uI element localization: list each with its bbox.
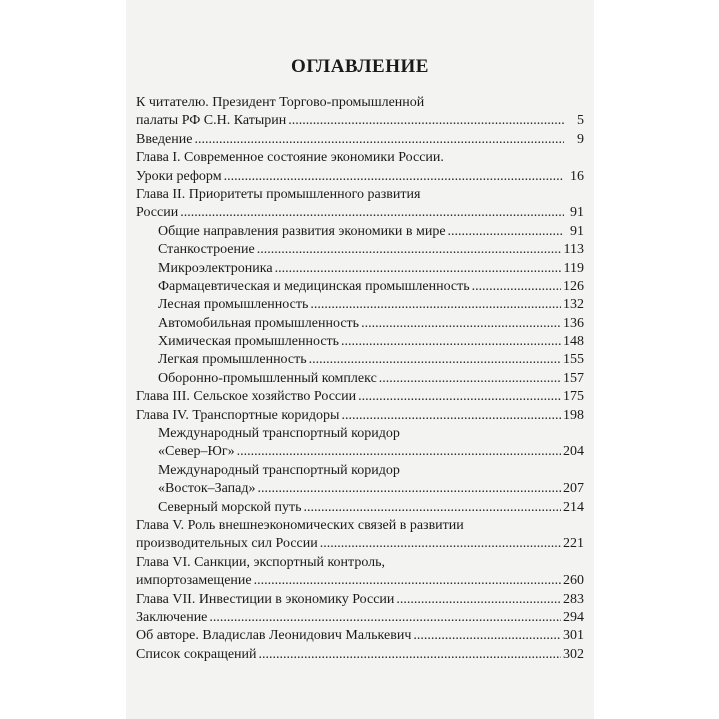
toc-entry-text: Об авторе. Владислав Леонидович Малькевич: [136, 628, 412, 644]
toc-page-number: 157: [563, 370, 584, 386]
toc-entry-text: «Восток–Запад»: [158, 481, 256, 497]
toc-entry-text: Международный транспортный коридор: [158, 462, 400, 478]
toc-entry: [136, 168, 584, 186]
toc-entry-text: Оборонно-промышленный комплекс: [158, 370, 377, 386]
toc-subentry: [136, 333, 584, 351]
toc-entry-text: палаты РФ С.Н. Катырин: [136, 113, 287, 129]
toc-page-number: 9: [577, 131, 584, 147]
toc-entry: [136, 609, 584, 627]
toc-entry-text: Легкая промышленность: [158, 352, 307, 368]
toc-entry-text: Микроэлектроника: [158, 260, 273, 276]
toc-page-number: 175: [563, 389, 584, 405]
toc-entry-text: Глава III. Сельское хозяйство России: [136, 389, 357, 405]
toc-page-number: 91: [570, 223, 584, 239]
toc-page-number: 155: [563, 352, 584, 368]
toc-page-number: 136: [563, 315, 584, 331]
leader-dots: [224, 168, 564, 186]
toc-subentry: [136, 370, 584, 388]
leader-dots: [413, 627, 561, 645]
leader-dots: [254, 572, 561, 590]
leader-dots: [259, 646, 561, 664]
toc-entry-text: К читателю. Президент Торгово-промышленной: [136, 95, 425, 110]
leader-dots: [209, 609, 561, 627]
table-of-contents: [136, 94, 584, 664]
leader-dots: [396, 591, 561, 609]
leader-dots: [472, 278, 561, 296]
leader-dots: [361, 315, 561, 333]
toc-subentry: [136, 315, 584, 333]
leader-dots: [194, 131, 564, 149]
toc-page-number: 207: [563, 481, 584, 497]
toc-entry: [136, 149, 584, 167]
toc-page-number: 198: [563, 407, 584, 423]
toc-entry-text: «Север–Юг»: [158, 444, 235, 460]
toc-entry-text: Международный транспортный коридор: [158, 426, 400, 442]
toc-subentry: [136, 480, 584, 498]
toc-entry: [136, 517, 584, 535]
toc-entry-text: производительных сил России: [136, 536, 318, 552]
toc-entry-text: Глава II. Приоритеты промышленного развития: [136, 186, 421, 202]
toc-page-number: 260: [563, 573, 584, 589]
toc-page-number: 119: [563, 260, 584, 276]
leader-dots: [358, 388, 561, 406]
leader-dots: [180, 204, 564, 222]
toc-subentry: [136, 462, 584, 480]
toc-subentry: [136, 260, 584, 278]
leader-dots: [309, 351, 561, 369]
toc-entry: [136, 131, 584, 149]
toc-page-number: 126: [563, 278, 584, 294]
toc-entry: [136, 204, 584, 222]
leader-dots: [275, 260, 562, 278]
leader-dots: [237, 443, 561, 461]
toc-entry-text: Химическая промышленность: [158, 334, 340, 350]
toc-page-number: 301: [563, 628, 584, 644]
toc-page-number: 221: [563, 536, 584, 552]
toc-entry: [136, 535, 584, 553]
toc-subentry: [136, 351, 584, 369]
page-title: ОГЛАВЛЕНИЕ: [291, 56, 429, 77]
toc-page-number: 16: [570, 168, 584, 184]
leader-dots: [310, 296, 561, 314]
leader-dots: [288, 112, 564, 130]
toc-page-number: 113: [563, 242, 584, 258]
toc-subentry: [136, 241, 584, 259]
toc-entry-text: Станкостроение: [158, 242, 255, 258]
toc-entry: [136, 554, 584, 572]
toc-entry-text: Глава IV. Транспортные коридоры: [136, 407, 340, 423]
toc-subentry: [136, 223, 584, 241]
toc-entry-text: Глава VII. Инвестиции в экономику России: [136, 591, 395, 607]
leader-dots: [304, 499, 561, 517]
toc-page-number: 294: [563, 609, 584, 625]
toc-entry-text: Глава I. Современное состояние экономики России.: [136, 150, 444, 166]
toc-entry: [136, 646, 584, 664]
leader-dots: [320, 535, 561, 553]
leader-dots: [341, 407, 561, 425]
toc-page-number: 148: [563, 334, 584, 350]
toc-entry: [136, 407, 584, 425]
toc-page-number: 204: [563, 444, 584, 460]
toc-page-number: 132: [563, 297, 584, 313]
toc-entry-text: Глава V. Роль внешнеэкономических связей в развитии: [136, 517, 464, 533]
toc-entry-text: Фармацевтическая и медицинская промышленность: [158, 278, 470, 294]
toc-entry: [136, 186, 584, 204]
leader-dots: [341, 333, 561, 351]
toc-subentry: [136, 443, 584, 461]
toc-entry-text: Глава VI. Санкции, экспортный контроль,: [136, 554, 386, 570]
toc-page-number: 283: [563, 591, 584, 607]
toc-entry-text: импортозамещение: [136, 573, 252, 589]
toc-page-number: 302: [563, 646, 584, 662]
toc-entry-text: Северный морской путь: [158, 499, 302, 515]
toc-entry: [136, 112, 584, 130]
toc-entry-text: Введение: [136, 131, 193, 147]
toc-page-number: 5: [577, 113, 584, 129]
toc-entry: [136, 627, 584, 645]
leader-dots: [448, 223, 564, 241]
toc-page-number: 91: [570, 205, 584, 221]
toc-entry-text: России: [136, 205, 179, 221]
toc-entry: [136, 572, 584, 590]
toc-entry-text: Заключение: [136, 609, 208, 625]
toc-entry-text: Лесная промышленность: [158, 297, 309, 313]
toc-entry: [136, 591, 584, 609]
leader-dots: [257, 241, 562, 259]
book-page: [126, 0, 594, 719]
toc-subentry: [136, 278, 584, 296]
leader-dots: [379, 370, 561, 388]
toc-entry: [136, 388, 584, 406]
leader-dots: [258, 480, 561, 498]
toc-page-number: 214: [563, 499, 584, 515]
toc-entry-text: Список сокращений: [136, 646, 257, 662]
toc-subentry: [136, 425, 584, 443]
toc-entry-text: Автомобильная промышленность: [158, 315, 360, 331]
toc-entry: [136, 94, 584, 112]
toc-subentry: [136, 296, 584, 314]
toc-entry-text: Общие направления развития экономики в мире: [158, 223, 446, 239]
toc-subentry: [136, 499, 584, 517]
toc-entry-text: Уроки реформ: [136, 168, 222, 184]
